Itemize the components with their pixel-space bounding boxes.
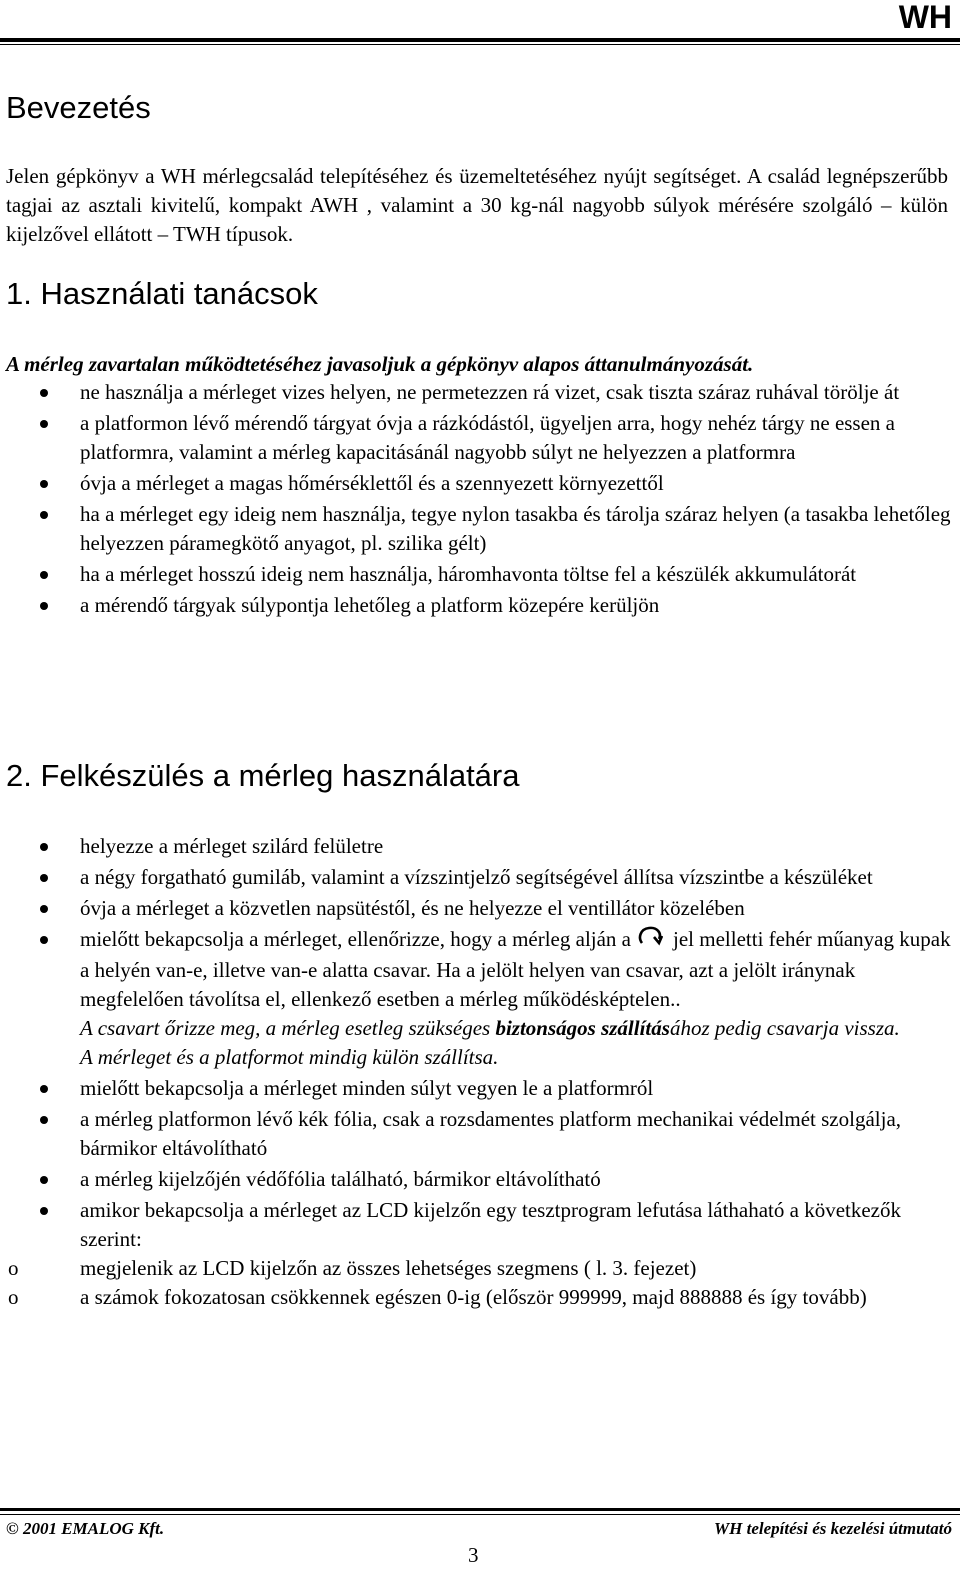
- header-title: WH: [898, 0, 952, 35]
- bullet-icon: [40, 843, 48, 851]
- bullet-icon: [40, 480, 48, 488]
- list-item: a platformon lévő mérendő tárgyat óvja a rázkódástól, ügyeljen arra, hogy nehéz tárgy ne essen a platformra, valamint a mérleg kapacitásánál nagyobb súlyt ne helyezzen a platformra: [0, 409, 955, 467]
- header-rule: [0, 38, 960, 42]
- bullet-icon: [40, 1207, 48, 1215]
- header-rule-thin: [0, 44, 960, 45]
- list-item: mielőtt bekapcsolja a mérleget minden súlyt vegyen le a platformról: [0, 1074, 955, 1103]
- list-item: a négy forgatható gumiláb, valamint a vízszintjelző segítségével állítsa vízszintbe a készüléket: [0, 863, 955, 892]
- sublist-marker: o: [8, 1285, 19, 1309]
- list-item: ha a mérleget egy ideig nem használja, tegye nylon tasakba és tárolja száraz helyen (a tasakba lehetőleg helyezzen páramegkötő anyagot, pl. szilika gélt): [0, 500, 955, 558]
- note-separate-transport: A mérleget és a platformot mindig külön szállítsa.: [80, 1045, 499, 1069]
- bullet-icon: [40, 511, 48, 519]
- bullet-icon: [40, 905, 48, 913]
- section1-heading: 1. Használati tanácsok: [6, 276, 318, 311]
- list-item: ne használja a mérleget vizes helyen, ne permetezzen rá vizet, csak tiszta száraz ruhával törölje át: [0, 378, 955, 407]
- list-item: a mérleg kijelzőjén védőfólia található, bármikor eltávolítható: [0, 1165, 955, 1194]
- footer-copyright: © 2001 EMALOG Kft.: [6, 1519, 165, 1538]
- list-item: ha a mérleget hosszú ideig nem használja, háromhavonta töltse fel a készülék akkumulátorát: [0, 560, 955, 589]
- section1-list: [0, 378, 955, 622]
- list-item: óvja a mérleget a magas hőmérséklettől és a szennyezett környezettől: [0, 469, 955, 498]
- footer-rule: [0, 1508, 960, 1511]
- section1-lead: A mérleg zavartalan működtetéséhez javasoljuk a gépkönyv alapos áttanulmányozását.: [6, 352, 754, 376]
- bullet-icon: [40, 420, 48, 428]
- test-program-item: amikor bekapcsolja a mérleget az LCD kijelzőn egy tesztprogram lefutása láthaható a következők szerint: o megjelenik az LCD kijelzőn az összes lehetséges szegmens ( l. 3. fejezet) o a számok fokozatosan csökkennek egészen 0-ig (először 999999, majd 888888 és így tovább): [0, 1196, 955, 1312]
- intro-paragraph: Jelen gépkönyv a WH mérlegcsalád telepítéséhez és üzemeltetéséhez nyújt segítséget. A család legnépszerűbb tagjai az asztali kivitelű, kompakt AWH , valamint a 30 kg-nál nagyobb súlyok mérésére szolgáló – külön kijelzővel ellátott – TWH típusok.: [6, 164, 948, 246]
- page-number: 3: [468, 1543, 479, 1567]
- list-item: a mérleg platformon lévő kék fólia, csak a rozsdamentes platform mechanikai védelmét szolgálja, bármikor eltávolítható: [0, 1105, 955, 1163]
- list-item: a mérendő tárgyak súlypontja lehetőleg a platform közepére kerüljön: [0, 591, 955, 620]
- footer-rule-thin: [0, 1514, 960, 1515]
- sublist-marker: o: [8, 1256, 19, 1280]
- bullet-icon: [40, 1116, 48, 1124]
- sublist-item: o a számok fokozatosan csökkennek egészen 0-ig (először 999999, majd 888888 és így tovább): [8, 1283, 955, 1312]
- bullet-icon: [40, 389, 48, 397]
- sublist-item: o megjelenik az LCD kijelzőn az összes lehetséges szegmens ( l. 3. fejezet): [8, 1254, 955, 1283]
- safe-transport-emphasis: biztonságos szállítás: [495, 1016, 670, 1040]
- bullet-icon: [40, 874, 48, 882]
- footer-doc-title: WH telepítési és kezelési útmutató: [714, 1519, 952, 1538]
- bullet-icon: [40, 571, 48, 579]
- section2-heading: 2. Felkészülés a mérleg használatára: [6, 758, 520, 793]
- rotate-arrow-icon: [637, 926, 663, 956]
- screw-check-item: mielőtt bekapcsolja a mérleget, ellenőrizze, hogy a mérleg alján a jel melletti fehér műanyag kupak a helyén van-e, illetve van-e alatta csavar. Ha a jelölt helyen van csavar, azt a jelölt iránynak megfelelően távolítsa el, ellenkező esetben a mérleg működésképtelen.. A csavart őrizze meg, a mérleg esetleg szükséges biztonságos szállításához pedig csavarja vissza. A mérleget és a platformot mindig külön szállítsa.: [0, 925, 955, 1072]
- bullet-icon: [40, 936, 48, 944]
- list-item: helyezze a mérleget szilárd felületre: [0, 832, 955, 861]
- bullet-icon: [40, 1085, 48, 1093]
- intro-heading: Bevezetés: [6, 90, 151, 125]
- bullet-icon: [40, 1176, 48, 1184]
- bullet-icon: [40, 602, 48, 610]
- list-item: óvja a mérleget a közvetlen napsütéstől, és ne helyezze el ventillátor közelében: [0, 894, 955, 923]
- note-keep-screw: A csavart őrizze meg, a mérleg esetleg szükséges biztonságos szállításához pedig csavarja vissza.: [80, 1016, 900, 1040]
- section2-list: [0, 832, 955, 1314]
